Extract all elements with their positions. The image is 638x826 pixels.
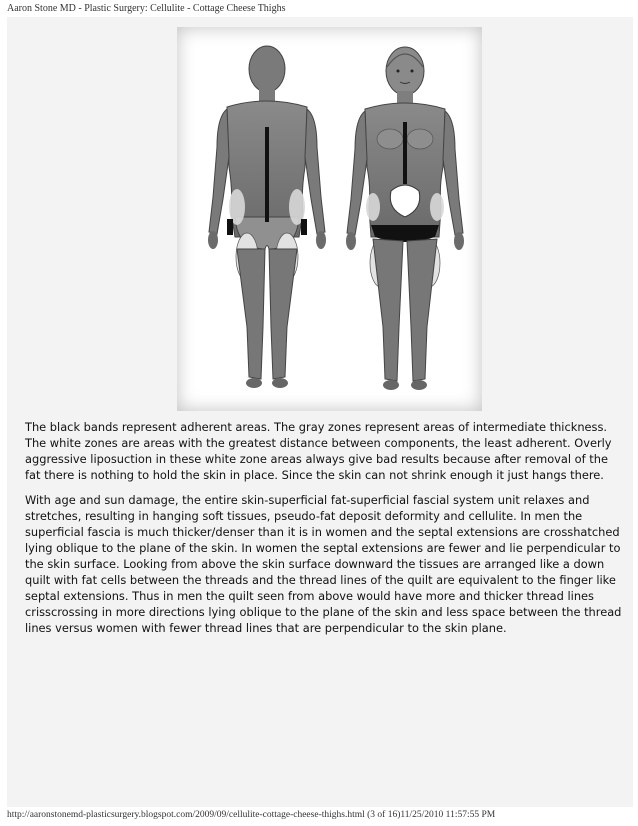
article-body xyxy=(25,419,625,645)
front-view-figure xyxy=(346,47,464,390)
body-zones-illustration-icon xyxy=(177,27,482,411)
body-zones-illustration xyxy=(177,27,482,411)
paragraph-aging-explanation: With age and sun damage, the entire skin-superficial fat-superficial fascial system unit relaxes and stretches, resulting in hanging soft tissues, pseudo-fat deposit deformity and cellulite. In men the superficial fascia is much thicker/denser than it is in women and the septal extensions are crosshatched lying oblique to the plane of the skin. In women the septal extensions are fewer and lie perpendicular to the skin surface. Looking from above the skin surface downward the tissues are arranged like a down quilt with fat cells between the threads and the thread lines of the quilt are equivalent to the finger like septal extensions. Thus in men the quilt seen from above would have more and thicker thread lines crisscrossing in more directions lying oblique to the plane of the skin and less space between the thread lines versus women with fewer thread lines that are perpendicular to the skin plane. xyxy=(25,493,622,635)
paragraph-zones-explanation: The black bands represent adherent areas. The gray zones represent areas of intermediate thickness. The white zones are areas with the greatest distance between components, the least adherent. Overly aggressive liposuction in these white zone areas always give bad results because after removal of the fat there is nothing to hold the skin in place. Since the skin can not shrink enough it just hangs there. xyxy=(25,420,612,482)
back-view-figure xyxy=(208,46,326,388)
content-panel xyxy=(7,17,633,807)
page-footer-url: http://aaronstonemd-plasticsurgery.blogspot.com/2009/09/cellulite-cottage-cheese-thighs.html (3 of 16)11/25/2010 11:57:55 PM xyxy=(7,810,496,820)
page-header-title: Aaron Stone MD - Plastic Surgery: Cellulite - Cottage Cheese Thighs xyxy=(7,3,286,14)
